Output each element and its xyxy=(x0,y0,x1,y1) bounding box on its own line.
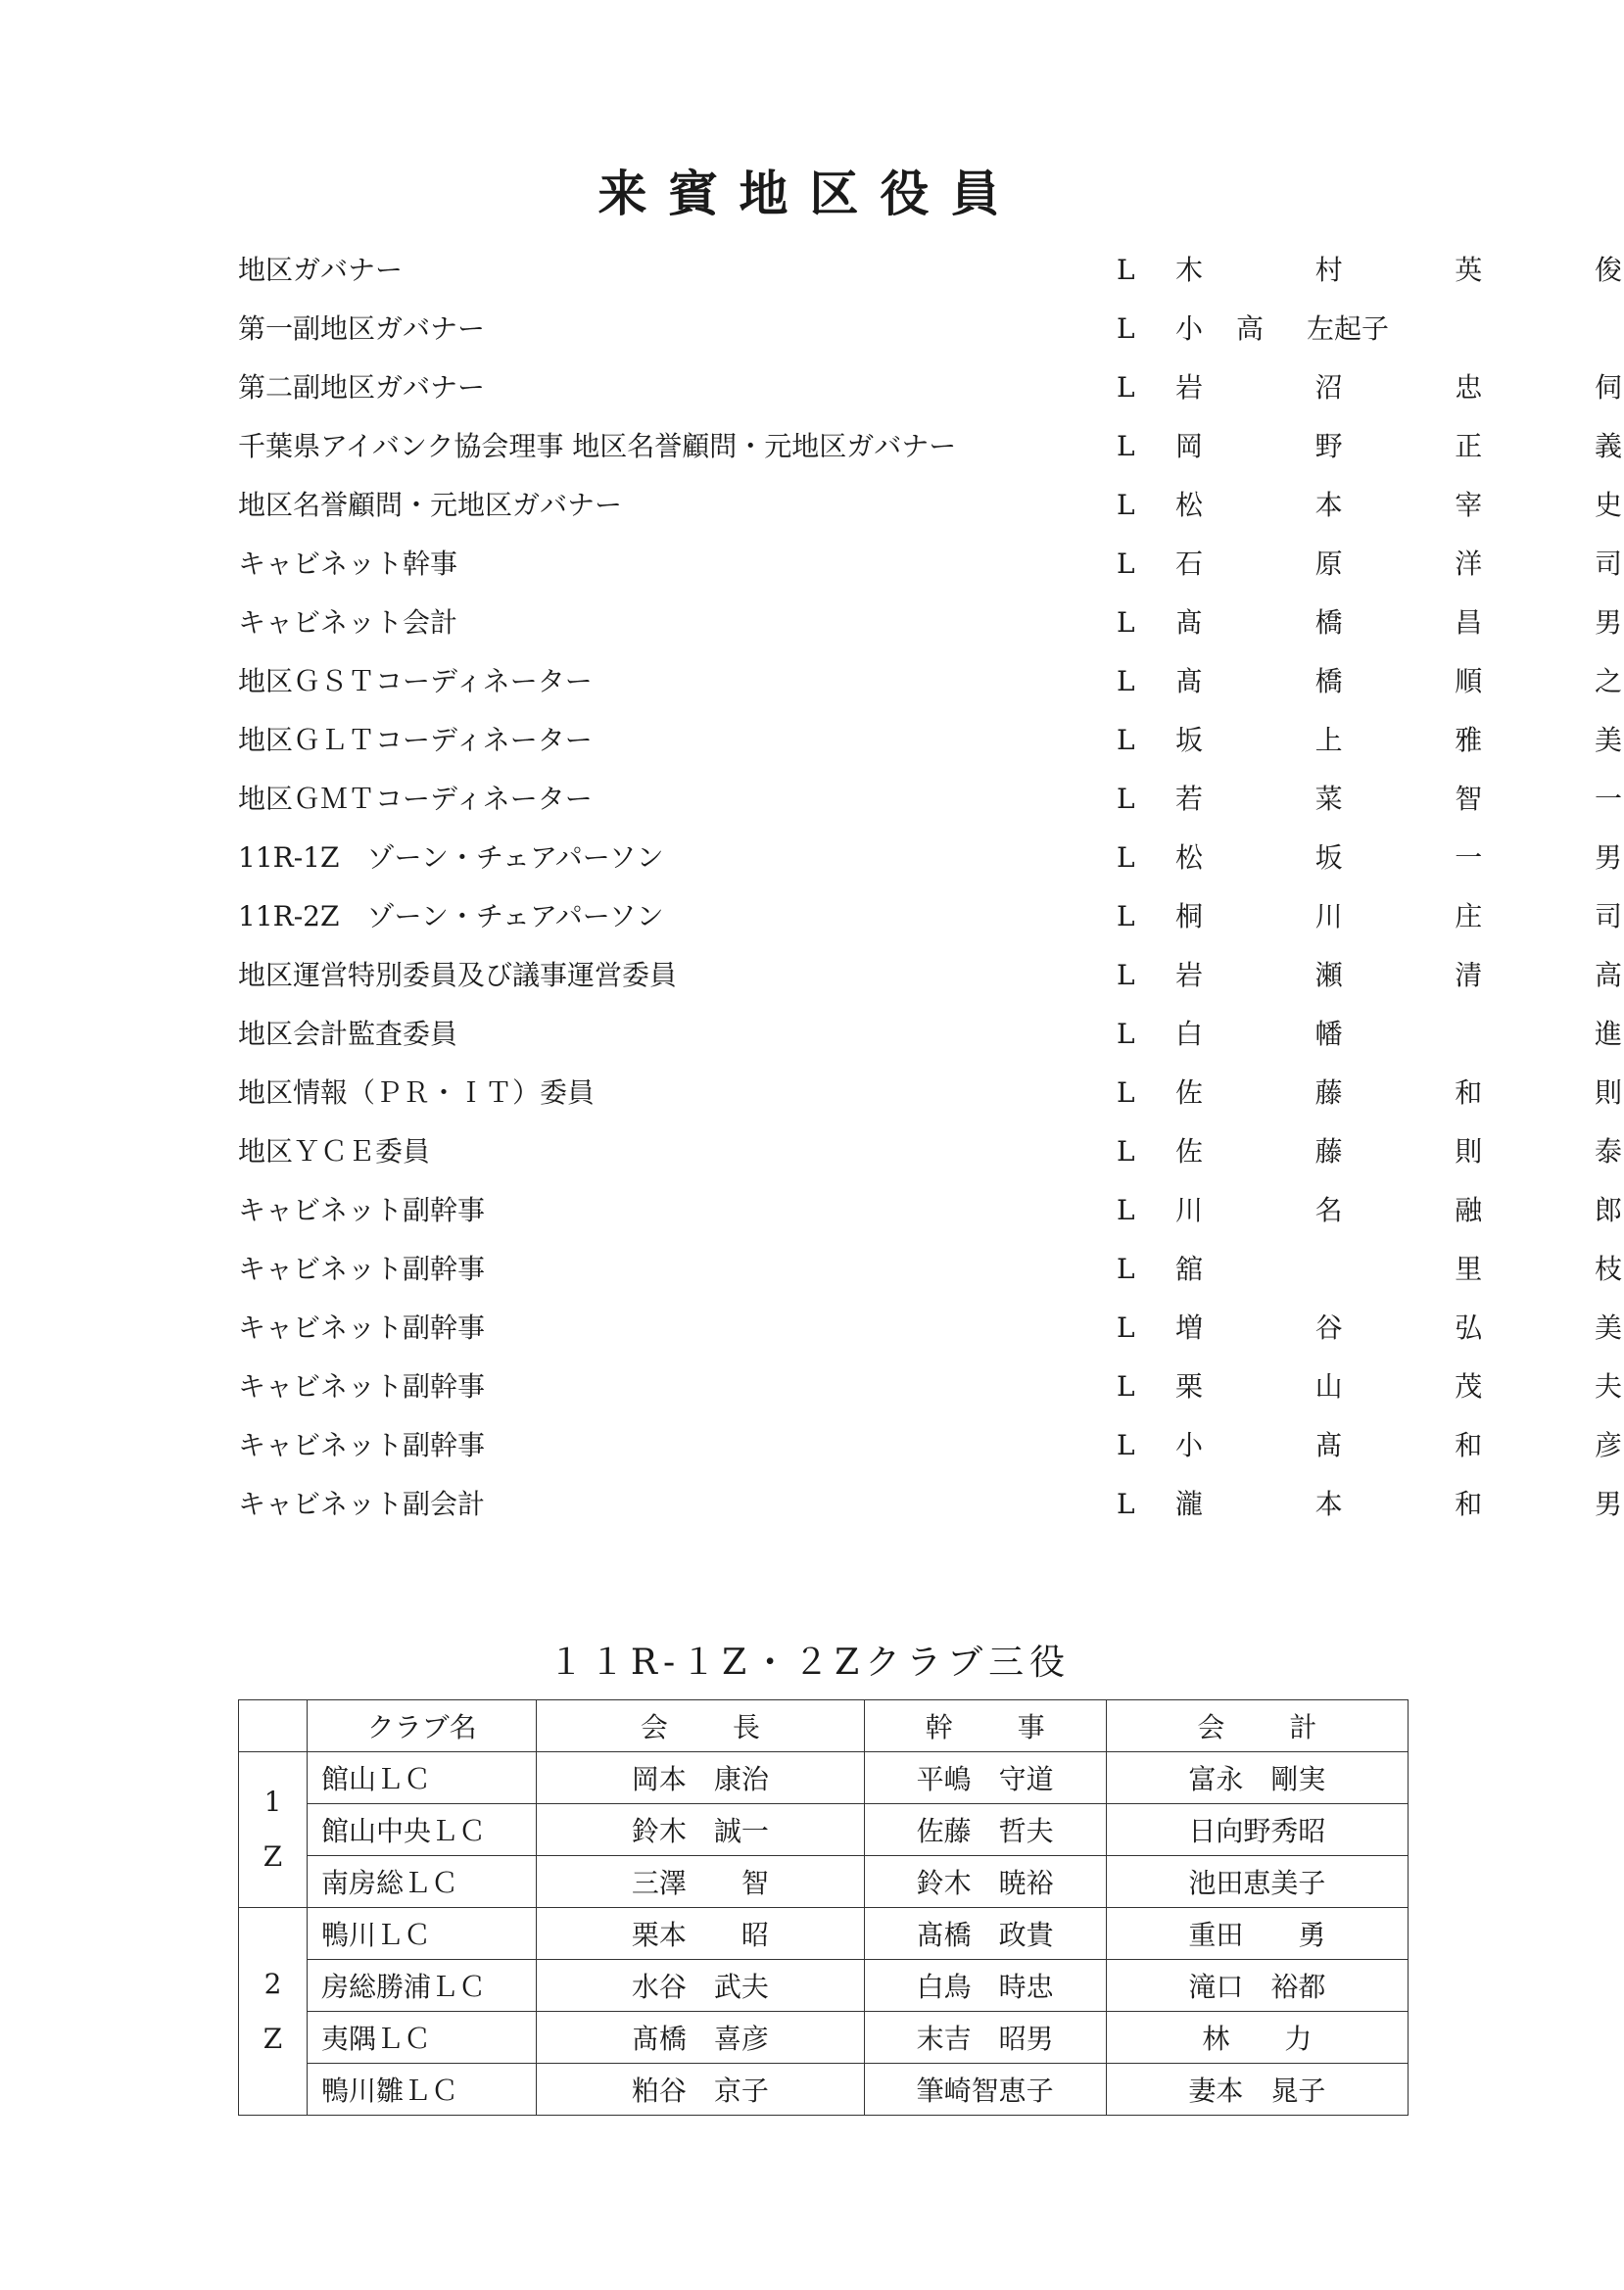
treasurer-cell: 妻本 晁子 xyxy=(1106,2064,1408,2116)
officer-name-part: 菜 xyxy=(1314,783,1343,815)
officer-role: 11R-1Z ゾーン・チェアパーソン xyxy=(238,841,664,874)
secretary-cell: 髙橋 政貴 xyxy=(864,1908,1106,1960)
officer-name-part: 弘 xyxy=(1455,1312,1483,1344)
officer-name-part: 岡 xyxy=(1174,430,1203,462)
officer-row xyxy=(238,1416,1622,1475)
officer-name xyxy=(1173,1005,1624,1064)
officer-name-part: 則 xyxy=(1594,1076,1622,1109)
zone-label-char: 1 xyxy=(263,1786,282,1818)
officer-name-part: 川 xyxy=(1314,900,1343,932)
officer-name-part: 上 xyxy=(1314,724,1343,756)
president-cell: 水谷 武夫 xyxy=(537,1960,864,2012)
officer-list xyxy=(238,241,1622,1534)
officer-name-part: 司 xyxy=(1594,900,1622,932)
club-name: 房総勝浦ＬＣ xyxy=(308,1960,537,2012)
officer-prefix: L xyxy=(1117,312,1135,345)
officer-prefix: L xyxy=(1117,371,1135,404)
officer-name-part: 幡 xyxy=(1314,1018,1343,1050)
header-secretary-char: 事 xyxy=(1017,1711,1045,1743)
officer-name xyxy=(1173,1064,1624,1122)
officer-name xyxy=(1173,535,1624,594)
officer-name-part: 原 xyxy=(1314,548,1343,580)
officer-name-part: 茂 xyxy=(1455,1370,1483,1403)
officer-prefix: L xyxy=(1117,1018,1135,1050)
officer-role: 地区ガバナー xyxy=(238,254,404,286)
officer-name-part: 英 xyxy=(1455,254,1483,286)
officer-role: キャビネット副幹事 xyxy=(238,1370,486,1403)
officer-name-part: 栗 xyxy=(1174,1370,1203,1403)
officer-name-part: 白 xyxy=(1174,1018,1203,1050)
header-treasurer-char: 会 xyxy=(1197,1711,1225,1743)
officer-name-part: 庄 xyxy=(1455,900,1483,932)
officer-name-part: 小 xyxy=(1174,312,1203,345)
officer-row xyxy=(238,535,1622,594)
club-name: 館山中央ＬＣ xyxy=(308,1804,537,1856)
officer-name-part: 髙 xyxy=(1174,606,1203,639)
officer-name-part: 正 xyxy=(1455,430,1483,462)
header-club-name: クラブ名 xyxy=(308,1700,537,1752)
officer-name-part: 義 xyxy=(1594,430,1622,462)
officer-name-part: 美 xyxy=(1594,724,1622,756)
officer-prefix: L xyxy=(1117,1194,1135,1226)
club-name: 南房総ＬＣ xyxy=(308,1856,537,1908)
officer-role: 地区運営特別委員及び議事運営委員 xyxy=(238,959,678,991)
officer-name-part: 坂 xyxy=(1174,724,1203,756)
secretary-cell: 末吉 昭男 xyxy=(864,2012,1106,2064)
officer-role: 地区ＹＣＥ委員 xyxy=(238,1135,431,1168)
officer-name-part: 高 xyxy=(1235,312,1264,345)
officer-prefix: L xyxy=(1117,959,1135,991)
officer-row xyxy=(238,594,1622,652)
officer-name xyxy=(1173,946,1624,1005)
secretary-cell: 筆崎智恵子 xyxy=(864,2064,1106,2116)
officer-name-part: 岩 xyxy=(1174,959,1203,991)
officer-name xyxy=(1173,1416,1624,1475)
table-row xyxy=(239,2064,1409,2116)
club-officers-table xyxy=(238,1699,1409,2116)
officer-row xyxy=(238,711,1622,770)
officer-name-part: 融 xyxy=(1455,1194,1483,1226)
officer-name-part: 小 xyxy=(1174,1429,1203,1461)
officer-name-part: 枝 xyxy=(1594,1253,1622,1285)
treasurer-cell: 池田恵美子 xyxy=(1106,1856,1408,1908)
header-secretary-char: 幹 xyxy=(925,1711,953,1743)
officer-name xyxy=(1173,770,1624,829)
club-name: 鴨川ＬＣ xyxy=(308,1908,537,1960)
officer-name-part: 泰 xyxy=(1594,1135,1622,1168)
officer-name-part: 松 xyxy=(1174,841,1203,874)
officer-row xyxy=(238,241,1622,300)
officer-name-part: 沼 xyxy=(1314,371,1343,404)
officer-prefix: L xyxy=(1117,665,1135,697)
club-name: 鴨川雛ＬＣ xyxy=(308,2064,537,2116)
officer-name-part: 左起子 xyxy=(1307,312,1390,345)
president-cell: 栗本 昭 xyxy=(537,1908,864,1960)
officer-name-part: 之 xyxy=(1594,665,1622,697)
officer-row xyxy=(238,1299,1622,1358)
officer-name-part: 夫 xyxy=(1594,1370,1622,1403)
officer-role: 地区名誉顧問・元地区ガバナー xyxy=(238,489,623,521)
club-name: 夷隅ＬＣ xyxy=(308,2012,537,2064)
officer-name-part: 順 xyxy=(1455,665,1483,697)
officer-name-part: 瀧 xyxy=(1174,1488,1203,1520)
officer-name-part: 野 xyxy=(1314,430,1343,462)
officer-row xyxy=(238,1064,1622,1122)
officer-name-part: 高 xyxy=(1594,959,1622,991)
treasurer-cell: 日向野秀昭 xyxy=(1106,1804,1408,1856)
officer-name-part: 進 xyxy=(1594,1018,1622,1050)
officer-role: 第一副地区ガバナー xyxy=(238,312,486,345)
officer-row xyxy=(238,300,1394,358)
officer-name-part: 山 xyxy=(1314,1370,1343,1403)
officer-name-part xyxy=(1453,1005,1484,1064)
officer-name-part: 髙 xyxy=(1174,665,1203,697)
officer-prefix: L xyxy=(1117,606,1135,639)
officer-name-part: 司 xyxy=(1594,548,1622,580)
officer-name-part xyxy=(1314,1240,1345,1299)
officer-name xyxy=(1173,1122,1624,1181)
table-row xyxy=(239,1856,1409,1908)
officer-name-part: 佐 xyxy=(1174,1076,1203,1109)
officer-prefix: L xyxy=(1117,489,1135,521)
officer-row xyxy=(238,1240,1622,1299)
officer-name-part: 坂 xyxy=(1314,841,1343,874)
officer-prefix: L xyxy=(1117,783,1135,815)
officer-prefix: L xyxy=(1117,1076,1135,1109)
table-row xyxy=(239,1804,1409,1856)
officer-row xyxy=(238,829,1622,887)
officer-prefix: L xyxy=(1117,724,1135,756)
officer-role: キャビネット会計 xyxy=(238,606,458,639)
officer-name-part: 俊 xyxy=(1594,254,1622,286)
officer-name-part: 和 xyxy=(1455,1429,1483,1461)
zone-label-char: Z xyxy=(263,2022,283,2055)
zone-label-char: Z xyxy=(263,1840,283,1873)
table-row xyxy=(239,2012,1409,2064)
officer-name xyxy=(1173,241,1624,300)
club-table-body xyxy=(239,1752,1409,2116)
president-cell: 鈴木 誠一 xyxy=(537,1804,864,1856)
officer-row xyxy=(238,1122,1622,1181)
officer-name-part: 村 xyxy=(1314,254,1343,286)
officer-name xyxy=(1173,594,1624,652)
officer-role: 地区情報（ＰＲ・ＩＴ）委員 xyxy=(238,1076,596,1109)
officer-name-part: 男 xyxy=(1594,1488,1622,1520)
officer-name-part: 史 xyxy=(1594,489,1622,521)
officer-role: 地区ＧＳＴコーディネーター xyxy=(238,665,593,697)
officer-prefix: L xyxy=(1117,1312,1135,1344)
officer-role: キャビネット副幹事 xyxy=(238,1194,486,1226)
officer-prefix: L xyxy=(1117,1429,1135,1461)
officer-name-part: 男 xyxy=(1594,606,1622,639)
officer-name xyxy=(1173,300,1624,358)
officer-name-part: 彦 xyxy=(1594,1429,1622,1461)
officer-name-part: 伺 xyxy=(1594,371,1622,404)
president-cell: 粕谷 京子 xyxy=(537,2064,864,2116)
officer-name xyxy=(1173,476,1624,535)
officer-name-part: 昌 xyxy=(1455,606,1483,639)
officer-name-part: 和 xyxy=(1455,1488,1483,1520)
officer-name-part: 一 xyxy=(1594,783,1622,815)
officer-name-part: 宰 xyxy=(1455,489,1483,521)
header-president xyxy=(537,1700,864,1752)
officer-name xyxy=(1173,1299,1624,1358)
secretary-cell: 鈴木 暁裕 xyxy=(864,1856,1106,1908)
officer-prefix: L xyxy=(1117,900,1135,932)
officer-name-part: 洋 xyxy=(1455,548,1483,580)
officer-name-part: 増 xyxy=(1174,1312,1203,1344)
officer-name-part: 名 xyxy=(1314,1194,1343,1226)
officer-row xyxy=(238,946,1622,1005)
officer-row xyxy=(238,770,1622,829)
header-treasurer-char: 計 xyxy=(1289,1711,1317,1743)
officer-name xyxy=(1173,1240,1624,1299)
officer-name-part: 桐 xyxy=(1174,900,1203,932)
header-president-char: 長 xyxy=(732,1711,760,1743)
officer-name-part: 忠 xyxy=(1455,371,1483,404)
president-cell: 岡本 康治 xyxy=(537,1752,864,1804)
treasurer-cell: 滝口 裕都 xyxy=(1106,1960,1408,2012)
officer-row xyxy=(238,1005,1622,1064)
officer-row xyxy=(238,1358,1622,1416)
treasurer-cell: 重田 勇 xyxy=(1106,1908,1408,1960)
officer-row xyxy=(238,417,1622,476)
table-row xyxy=(239,1960,1409,2012)
officer-name-part: 若 xyxy=(1174,783,1203,815)
header-treasurer xyxy=(1106,1700,1408,1752)
officer-row xyxy=(238,476,1622,535)
zone-label-char: 2 xyxy=(263,1967,282,2000)
officer-prefix: L xyxy=(1117,254,1135,286)
officer-name-part: 本 xyxy=(1314,1488,1343,1520)
officer-name-part: 男 xyxy=(1594,841,1622,874)
officer-name xyxy=(1173,652,1624,711)
officer-name-part: 木 xyxy=(1174,254,1203,286)
secretary-cell: 平嶋 守道 xyxy=(864,1752,1106,1804)
officer-name xyxy=(1173,358,1624,417)
officer-name-part: 谷 xyxy=(1314,1312,1343,1344)
officer-name-part: 川 xyxy=(1174,1194,1203,1226)
officer-name xyxy=(1173,1358,1624,1416)
officer-prefix: L xyxy=(1117,1370,1135,1403)
officer-name-part: 松 xyxy=(1174,489,1203,521)
officer-name-part: 橋 xyxy=(1314,665,1343,697)
officer-name-part: 橋 xyxy=(1314,606,1343,639)
officer-role: キャビネット副幹事 xyxy=(238,1429,486,1461)
officer-prefix: L xyxy=(1117,1135,1135,1168)
officer-name-part: 美 xyxy=(1594,1312,1622,1344)
treasurer-cell: 林 力 xyxy=(1106,2012,1408,2064)
header-president-char: 会 xyxy=(640,1711,668,1743)
officer-name xyxy=(1173,1475,1624,1534)
officer-name xyxy=(1173,417,1624,476)
officer-row xyxy=(238,652,1622,711)
header-secretary xyxy=(864,1700,1106,1752)
table-header-row xyxy=(239,1700,1409,1752)
header-zone xyxy=(239,1700,308,1752)
officer-prefix: L xyxy=(1117,1253,1135,1285)
club-name: 館山ＬＣ xyxy=(308,1752,537,1804)
officer-name-part: 智 xyxy=(1455,783,1483,815)
officer-name-part: 藤 xyxy=(1314,1135,1343,1168)
officer-role: 第二副地区ガバナー xyxy=(238,371,486,404)
treasurer-cell: 富永 剛実 xyxy=(1106,1752,1408,1804)
officer-name-part: 藤 xyxy=(1314,1076,1343,1109)
officer-name xyxy=(1173,887,1624,946)
officer-row xyxy=(238,1475,1622,1534)
officer-name xyxy=(1173,829,1624,887)
officer-name-part: 岩 xyxy=(1174,371,1203,404)
officer-role: 千葉県アイバンク協会理事 地区名誉顧問・元地区ガバナー xyxy=(238,430,957,462)
officer-name-part: 和 xyxy=(1455,1076,1483,1109)
officer-name xyxy=(1173,711,1624,770)
president-cell: 髙橋 喜彦 xyxy=(537,2012,864,2064)
officer-name-part: 石 xyxy=(1174,548,1203,580)
secretary-cell: 佐藤 哲夫 xyxy=(864,1804,1106,1856)
officer-role: 地区ＧＭＴコーディネーター xyxy=(238,783,593,815)
zone-label xyxy=(239,1908,308,2116)
officer-row xyxy=(238,1181,1622,1240)
secretary-cell: 白鳥 時忠 xyxy=(864,1960,1106,2012)
officer-prefix: L xyxy=(1117,548,1135,580)
club-section-title: １１R-１Z・２Zクラブ三役 xyxy=(548,1643,1072,1683)
officer-name-part: 里 xyxy=(1455,1253,1483,1285)
officer-role: キャビネット副会計 xyxy=(238,1488,486,1520)
officer-name-part: 瀬 xyxy=(1314,959,1343,991)
officer-name-part: 雅 xyxy=(1455,724,1483,756)
officer-role: キャビネット幹事 xyxy=(238,548,458,580)
officer-role: キャビネット副幹事 xyxy=(238,1253,486,1285)
zone-label xyxy=(239,1752,308,1908)
officer-name-part: 舘 xyxy=(1174,1253,1203,1285)
page-title: 来賓地区役員 xyxy=(597,165,1022,222)
officer-name xyxy=(1173,1181,1624,1240)
officer-name-part: 郎 xyxy=(1594,1194,1622,1226)
officer-role: 地区会計監査委員 xyxy=(238,1018,458,1050)
officer-prefix: L xyxy=(1117,841,1135,874)
officer-row xyxy=(238,887,1622,946)
officer-name-part: 本 xyxy=(1314,489,1343,521)
officer-role: 地区ＧＬＴコーディネーター xyxy=(238,724,593,756)
officer-name-part: 佐 xyxy=(1174,1135,1203,1168)
officer-prefix: L xyxy=(1117,430,1135,462)
officer-row xyxy=(238,358,1622,417)
officer-role: キャビネット副幹事 xyxy=(238,1312,486,1344)
officer-name-part: 髙 xyxy=(1314,1429,1343,1461)
officer-role: 11R-2Z ゾーン・チェアパーソン xyxy=(238,900,664,932)
president-cell: 三澤 智 xyxy=(537,1856,864,1908)
officer-prefix: L xyxy=(1117,1488,1135,1520)
table-row xyxy=(239,1908,1409,1960)
officer-name-part: 一 xyxy=(1455,841,1483,874)
officer-name-part: 則 xyxy=(1455,1135,1483,1168)
officer-name-part: 清 xyxy=(1455,959,1483,991)
table-row xyxy=(239,1752,1409,1804)
